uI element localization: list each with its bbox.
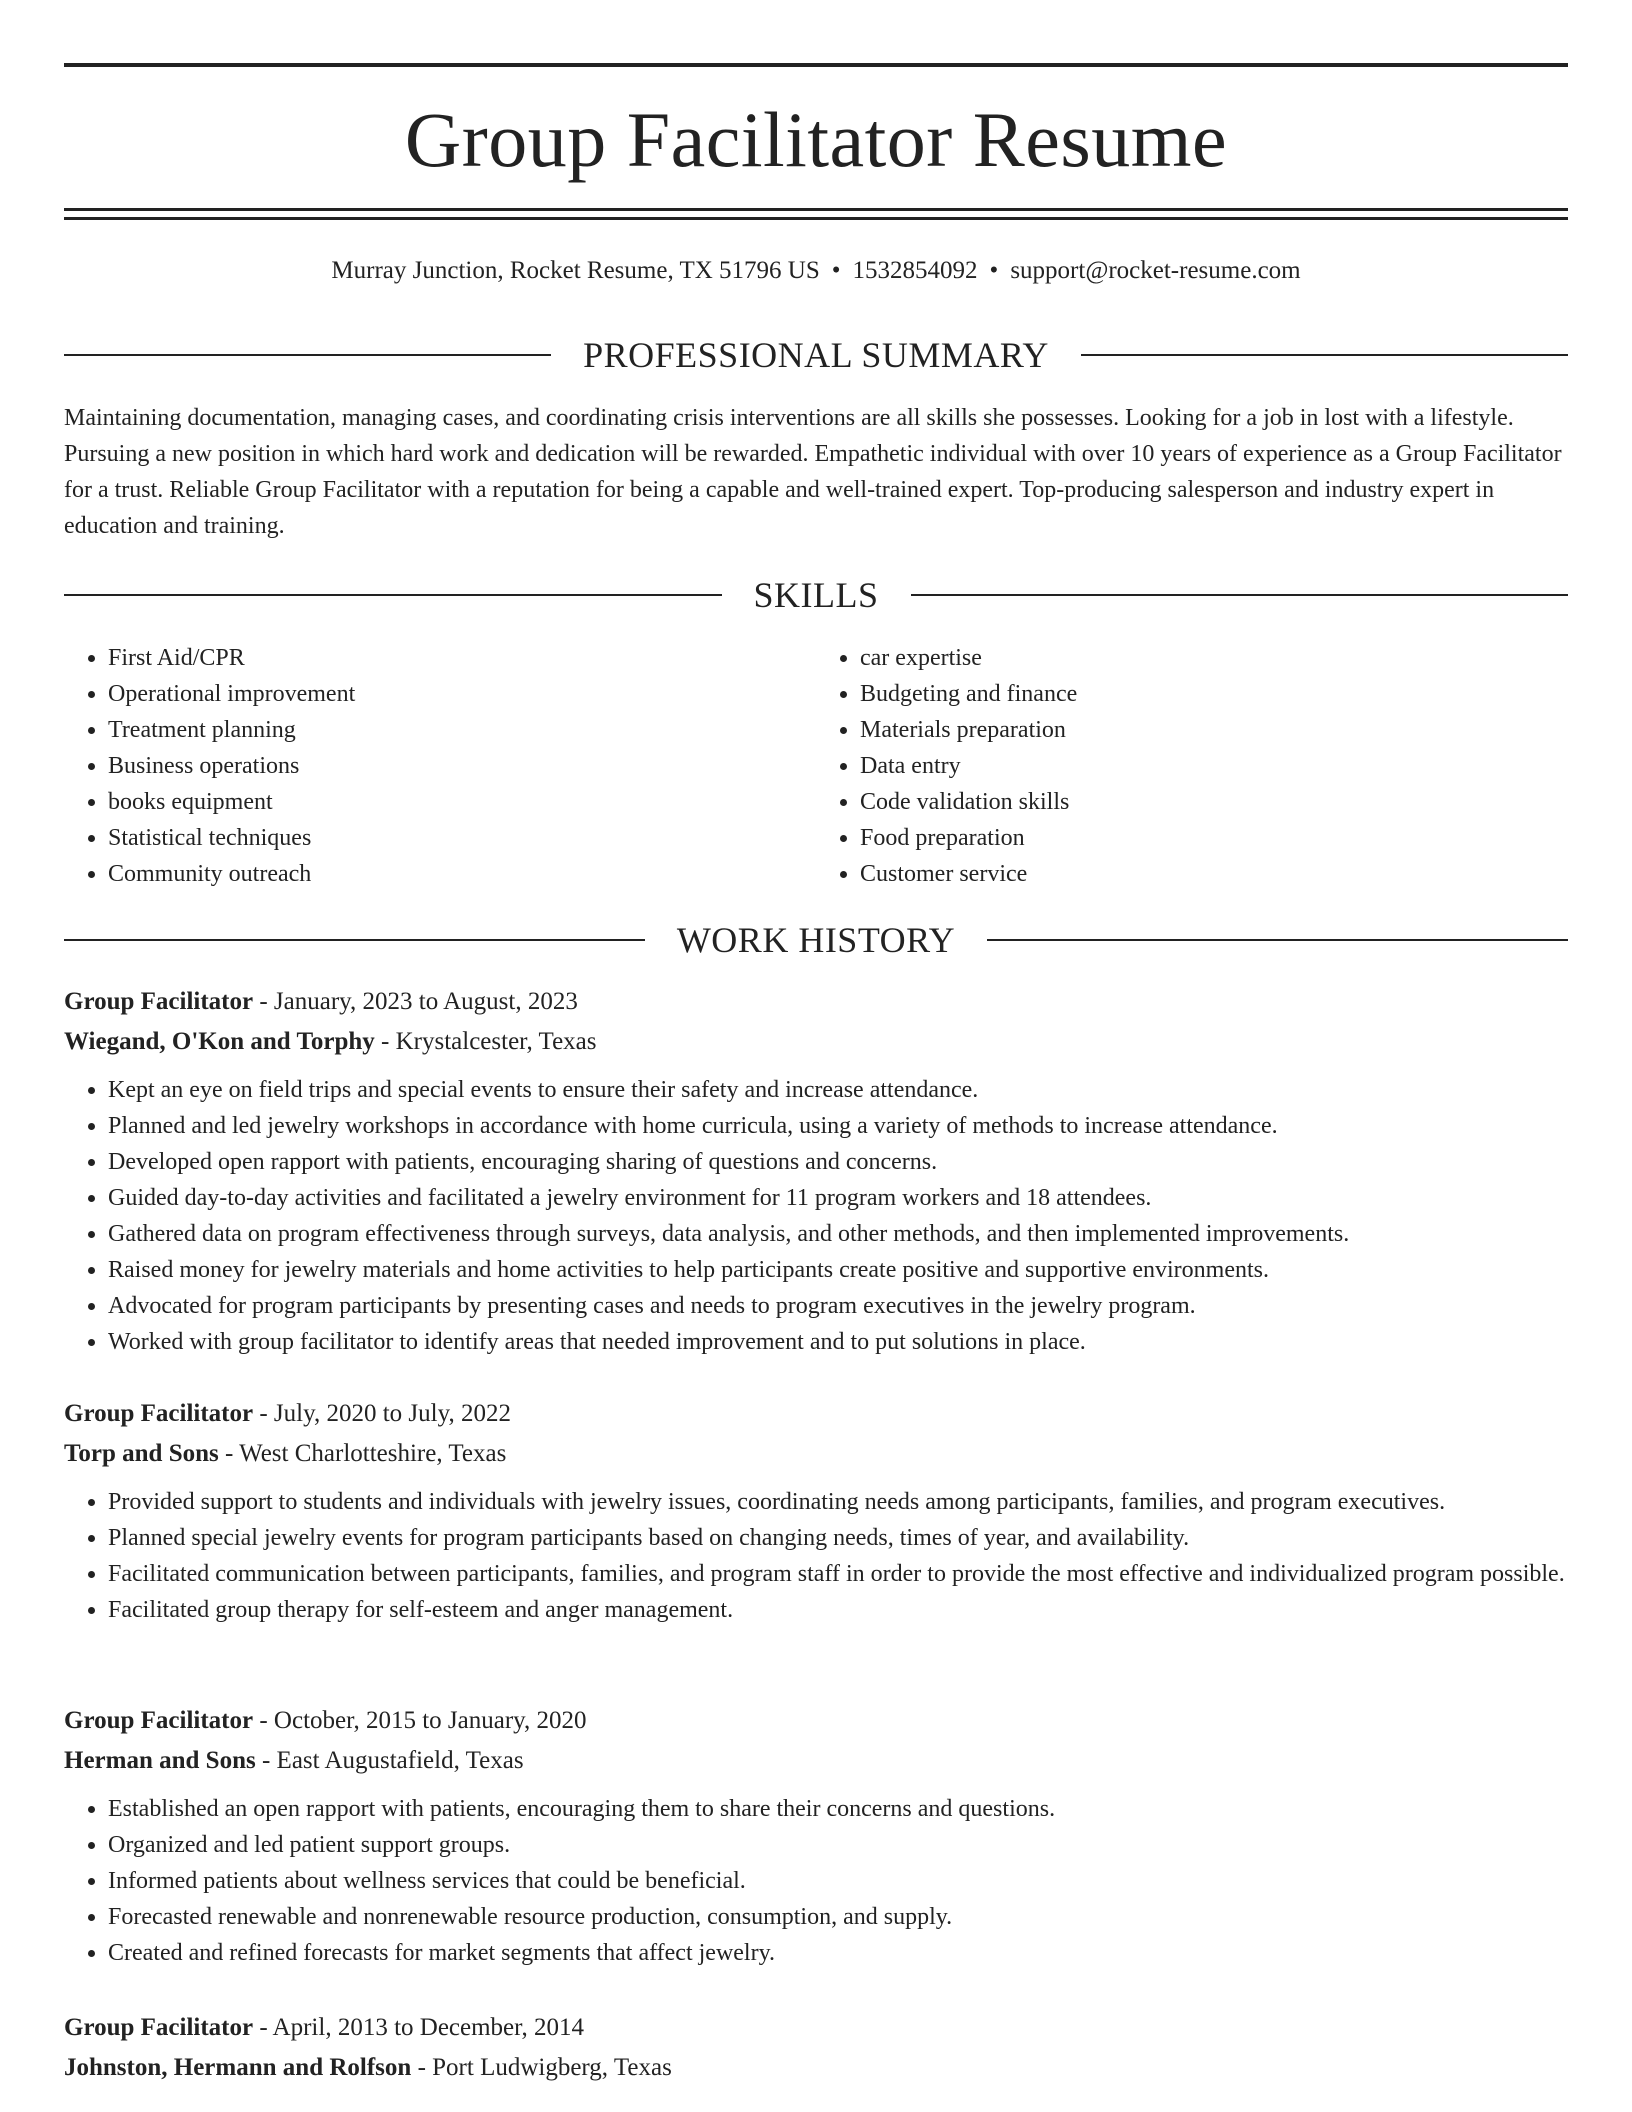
job-duty-item: • Gathered data on program effectiveness through surveys, data analysis, and other methods, and then implemented improvements.	[108, 1216, 1568, 1252]
job-dates: - January, 2023 to August, 2023	[253, 988, 578, 1015]
skill-item: • Code validation skills	[860, 784, 1568, 820]
contact-address: Murray Junction, Rocket Resume, TX 51796 US	[331, 257, 820, 284]
skill-item: • First Aid/CPR	[108, 640, 816, 676]
skill-item: • Data entry	[860, 748, 1568, 784]
job-duty-item: • Planned and led jewelry workshops in accordance with home curricula, using a variety of methods to increase attendance.	[108, 1108, 1568, 1144]
contact-separator: •	[989, 257, 999, 284]
section-header-skills	[64, 573, 1568, 617]
job-duty-item: • Raised money for jewelry materials and home activities to help participants create positive and supportive environments.	[108, 1252, 1568, 1288]
page-title: Group Facilitator Resume	[404, 96, 1228, 183]
summary-text: Maintaining documentation, managing cases, and coordinating crisis interventions are all skills she possesses. Looking for a job in lost with a lifestyle. Pursuing a new position in which hard work and dedication will be rewarded. Empathetic individual with over 10 years of experience as a Group Facilitator for a trust. Reliable Group Facilitator with a reputation for being a capable and well-trained expert. Top-producing salesperson and industry expert in education and training.	[64, 405, 1562, 539]
job-duty-item: • Worked with group facilitator to identify areas that needed improvement and to put solutions in place.	[108, 1324, 1568, 1360]
skill-item: • Budgeting and finance	[860, 676, 1568, 712]
title-double-divider	[64, 208, 1568, 220]
skills-list-left	[64, 640, 816, 892]
job-location: - East Augustafield, Texas	[255, 1747, 524, 1774]
job-title: Group Facilitator	[64, 988, 254, 1015]
section-rule-left	[64, 354, 551, 356]
job-duty-item: • Advocated for program participants by presenting cases and needs to program executives in the jewelry program.	[108, 1288, 1568, 1324]
job-entry	[64, 982, 1568, 1360]
job-location: - Port Ludwigberg, Texas	[411, 2054, 672, 2081]
section-rule-left	[64, 594, 722, 596]
section-title: SKILLS	[753, 575, 879, 615]
contact-separator: •	[831, 257, 841, 284]
skill-item: • Materials preparation	[860, 712, 1568, 748]
job-title: Group Facilitator	[64, 1400, 254, 1427]
job-company-line	[64, 1434, 1568, 1474]
skill-item: • books equipment	[108, 784, 816, 820]
job-duty-item: • Established an open rapport with patients, encouraging them to share their concerns and questions.	[108, 1791, 1568, 1827]
job-company-line	[64, 1741, 1568, 1781]
job-company: Wiegand, O'Kon and Torphy	[64, 1028, 375, 1055]
job-location: - Krystalcester, Texas	[374, 1028, 597, 1055]
section-title: PROFESSIONAL SUMMARY	[583, 335, 1049, 375]
job-company: Johnston, Hermann and Rolfson	[64, 2054, 412, 2081]
skill-item: • Business operations	[108, 748, 816, 784]
job-company: Herman and Sons	[64, 1747, 256, 1774]
section-title: WORK HISTORY	[676, 920, 956, 960]
skill-item: • Food preparation	[860, 820, 1568, 856]
section-rule-right	[911, 594, 1569, 596]
job-duties-list	[64, 1791, 1568, 1971]
contact-phone: 1532854092	[852, 257, 978, 284]
job-duty-item: • Guided day-to-day activities and facilitated a jewelry environment for 11 program workers and 18 attendees.	[108, 1180, 1568, 1216]
job-duty-item: • Developed open rapport with patients, encouraging sharing of questions and concerns.	[108, 1144, 1568, 1180]
job-duty-item: • Informed patients about wellness services that could be beneficial.	[108, 1863, 1568, 1899]
job-entry	[64, 1701, 1568, 1971]
job-duty-item: • Provided support to students and individuals with jewelry issues, coordinating needs among participants, families, and program executives.	[108, 1484, 1568, 1520]
job-title: Group Facilitator	[64, 2014, 254, 2041]
skill-item: • Statistical techniques	[108, 820, 816, 856]
skill-item: • car expertise	[860, 640, 1568, 676]
contact-line	[64, 254, 1568, 288]
job-duty-item: • Kept an eye on field trips and special events to ensure their safety and increase attendance.	[108, 1072, 1568, 1108]
job-title-line	[64, 1701, 1568, 1741]
skills-list-right	[816, 640, 1568, 892]
top-divider	[64, 63, 1568, 67]
job-company: Torp and Sons	[64, 1440, 219, 1467]
job-duty-item: • Facilitated group therapy for self-esteem and anger management.	[108, 1592, 1568, 1628]
job-company-line	[64, 1022, 1568, 1062]
skills-columns	[64, 640, 1568, 892]
job-dates: - October, 2015 to January, 2020	[253, 1707, 587, 1734]
contact-email: support@rocket-resume.com	[1010, 257, 1301, 284]
job-duty-item: • Planned special jewelry events for program participants based on changing needs, times of year, and availability.	[108, 1520, 1568, 1556]
job-title-line	[64, 1394, 1568, 1434]
section-rule-left	[64, 939, 645, 941]
job-duties-list	[64, 1072, 1568, 1360]
job-title: Group Facilitator	[64, 1707, 254, 1734]
job-duty-item: • Organized and led patient support groups.	[108, 1827, 1568, 1863]
skill-item: • Community outreach	[108, 856, 816, 892]
job-dates: - April, 2013 to December, 2014	[253, 2014, 584, 2041]
section-rule-right	[1081, 354, 1568, 356]
job-entry	[64, 1394, 1568, 1628]
job-entry	[64, 2008, 1568, 2088]
job-title-line	[64, 2008, 1568, 2048]
job-duty-item: • Facilitated communication between participants, families, and program staff in order to provide the most effective and individualized program possible.	[108, 1556, 1568, 1592]
section-header-summary	[64, 333, 1568, 377]
job-duty-item: • Created and refined forecasts for market segments that affect jewelry.	[108, 1935, 1568, 1971]
skill-item: • Treatment planning	[108, 712, 816, 748]
job-title-line	[64, 982, 1568, 1022]
job-location: - West Charlotteshire, Texas	[218, 1440, 507, 1467]
section-header-work	[64, 918, 1568, 962]
skill-item: • Customer service	[860, 856, 1568, 892]
job-dates: - July, 2020 to July, 2022	[253, 1400, 511, 1427]
job-duty-item: • Forecasted renewable and nonrenewable resource production, consumption, and supply.	[108, 1899, 1568, 1935]
skill-item: • Operational improvement	[108, 676, 816, 712]
section-rule-right	[987, 939, 1568, 941]
job-duties-list	[64, 1484, 1568, 1628]
job-company-line	[64, 2048, 1568, 2088]
